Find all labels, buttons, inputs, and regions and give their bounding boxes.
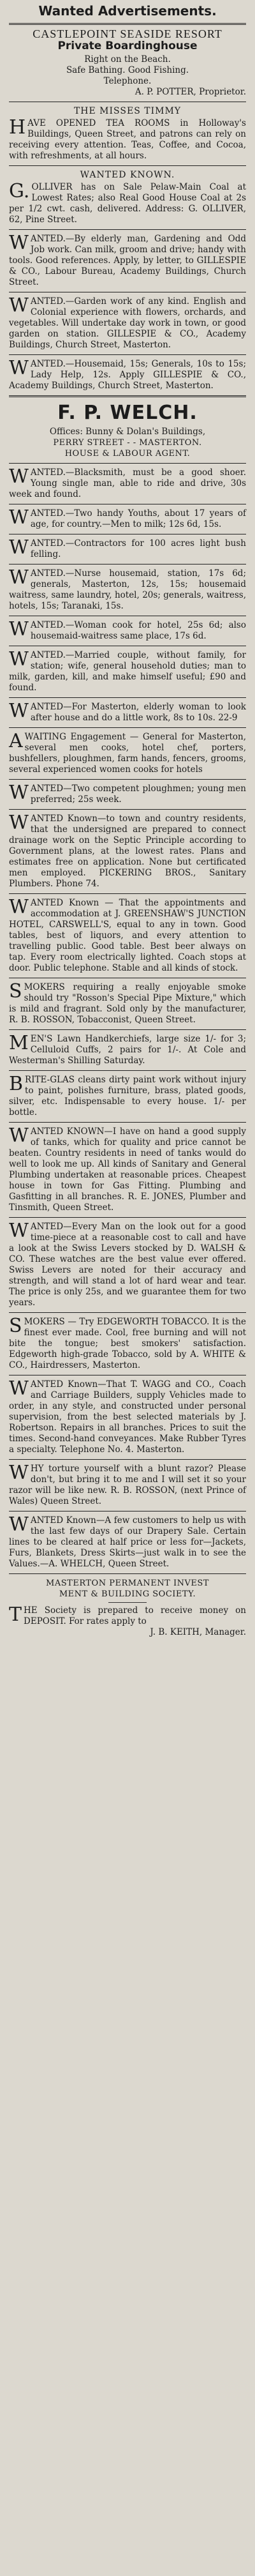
ad-youths — [9, 508, 246, 530]
drop-cap: H — [9, 116, 26, 139]
ad-body: ANTED Known — That the appointments and accommodation at J. GREENSHAW'S JUNCTION HOTEL, CARSWELL'S, equal to any in town. Good tables, best of liquors, and every attention to travelling public. Good table. Best beer always on tap. Every room electrically lighted. Coach stops at door. Public telephone. Stable and all kinds of stock. — [9, 898, 246, 973]
ad-building-society — [9, 1578, 246, 1638]
divider — [9, 809, 246, 810]
drop-cap: W — [9, 1513, 29, 1536]
drop-cap: W — [9, 700, 29, 722]
drop-cap: W — [9, 618, 29, 640]
drop-cap: W — [9, 294, 29, 317]
ad-gardener — [9, 234, 246, 288]
divider — [9, 779, 246, 780]
drop-cap: W — [9, 1462, 29, 1484]
ad-body: ANTED.—Married couple, without family, for station; wife, general household duties; man to milk, garden, kill, and make himself useful; £90 and found. — [9, 650, 246, 693]
drop-cap: W — [9, 1125, 29, 1147]
drop-cap: W — [9, 1377, 29, 1400]
drop-cap: A — [9, 730, 23, 752]
ad-body: ANTED KNOWN—I have on hand a good supply of tanks, which for quality and price cannot be beaten. Country residents in need of tanks would do well to look me up. All kinds of Sanitary and General Plumbing undertaken at reasonable prices. Cheapest house in town for Gas Fitting. Plumbing and Gasfitting in all branches. R. E. JONES, Plumber and Tinsmith, Queen Street. — [9, 1126, 246, 1213]
divider — [9, 1573, 246, 1574]
ad-body: OLLIVER has on Sale Pelaw-Main Coal at Lowest Rates; also Real Good House Coal at 2s per 1/2 cwt. cash, delivered. Address: G. OLLIVER, 62, Pine Street. — [9, 182, 246, 225]
society-name-line2: MENT & BUILDING SOCIETY. — [59, 1589, 196, 1599]
ad-body: ANTED—Every Man on the look out for a good time-piece at a reasonable cost to call and have a look at the Swiss Levers stocked by D. WALSH & CO. These watches are the best value ever offered. Swiss Levers are noted for their accuracy and strength, and will stand a lot of hard wear and tear. The price is only 25s, and we guarantee them for two years. — [9, 1222, 246, 1308]
ad-subtitle: Private Boardinghouse — [57, 40, 198, 52]
divider — [9, 463, 246, 464]
ad-junction-hotel — [9, 898, 246, 974]
drop-cap: G. — [9, 180, 30, 202]
page-banner: Wanted Advertisements. — [38, 3, 217, 19]
ad-body: AVE OPENED TEA ROOMS in Holloway's Buildings, Queen Street, and patrons can rely on receiving every attention. Teas, Coffee, and Cocoa, with refreshments, at all hours. — [9, 118, 246, 161]
ad-title — [9, 29, 246, 40]
divider — [108, 1602, 147, 1603]
ad-wagg — [9, 1379, 246, 1455]
ad-body: EN'S Lawn Handkerchiefs, large size 1/- for 3; Celluloid Cuffs, 2 pairs for 1/-. At Cole and Westerman's Shilling Saturday. — [9, 1034, 246, 1066]
ad-body: ANTED.—Blacksmith, must be a good shoer. Young single man, able to ride and drive, 30s week and found. — [9, 467, 246, 499]
drop-cap: W — [9, 232, 29, 254]
drop-cap: W — [9, 506, 29, 529]
agent-role: HOUSE & LABOUR AGENT. — [64, 449, 191, 458]
ad-tag: 22-9 — [218, 713, 238, 723]
ad-body: ANTED Known—That T. WAGG and CO., Coach and Carriage Builders, supply Vehicles made to order, in any style, and constructed under personal supervision, from the best selected materials by J. Robertson. Repairs in all branches. Prices to suit the times. Second-hand conveyances. Make Rubber Tyres a specialty. Telephone No. 4. Masterton. — [9, 1379, 246, 1455]
divider — [9, 1070, 246, 1071]
ad-signature: A. P. POTTER, Proprietor. — [135, 87, 246, 97]
divider — [9, 354, 246, 355]
divider — [9, 1312, 246, 1313]
ad-edgeworth — [9, 1317, 246, 1371]
agent-offices: Offices: Bunny & Dolan's Buildings, — [49, 427, 206, 437]
title-initial: C — [33, 27, 41, 40]
drop-cap: W — [9, 536, 29, 559]
ad-body: ANTED.—Woman cook for hotel, 25s 6d; also housemaid-waitress same place, 17s 6d. — [30, 620, 246, 641]
divider — [9, 1122, 246, 1123]
ad-housemaid — [9, 359, 246, 391]
ad-body: MOKERS — Try EDGEWORTH TOBACCO. It is the finest ever made. Cool, free burning and will not bite the tongue; best smokers' satisfaction. Edgeworth high-grade Tobacco, sold by A. WHITE & CO., Hairdressers, Masterton. — [9, 1317, 246, 1370]
ad-body: ANTED Known—to town and country residents, that the undersigned are prepared to connect drainage work on the Septic Principle according to Government plans, at the lowest rates. Plans and estimates free on application. None but certificated men employed. PICKERING BROS., Sanitary Plumbers. Phone 74. — [9, 814, 246, 889]
divider — [9, 165, 246, 166]
society-name-line1: MASTERTON PERMANENT INVEST — [46, 1579, 209, 1588]
drop-cap: W — [9, 1220, 29, 1242]
ad-blacksmith — [9, 467, 246, 500]
divider — [9, 697, 246, 698]
ad-body: ANTED.—Housemaid, 15s; Generals, 10s to 15s; Lady Help, 12s. Apply GILLESPIE & CO., Academy Buildings, Church Street, Masterton. — [9, 359, 246, 391]
ad-body: ANTED.—Two handy Youths, about 17 years of age, for country.—Men to milk; 12s 6d, 15s. — [30, 508, 246, 529]
ad-woman-cook — [9, 620, 246, 642]
ad-elderly-woman — [9, 702, 246, 724]
ad-body: ANTED.—Garden work of any kind. English and Colonial experience with flowers, orchards, and vegetables. Will undertake day work in town, or good garden on station. GILLESPIE & CO., Academy Buildings, Church Street, Masterton. — [9, 296, 246, 350]
drop-cap: W — [9, 812, 29, 834]
drop-cap: W — [9, 357, 29, 379]
ad-body: ANTED Known—A few customers to help us with the last few days of our Drapery Sale. Certain lines to be cleared at half price or less for—Jackets, Furs, Blankets, Dress Skirts—just walk in to see the Values.—A. WHELCH, Queen Street. — [9, 1515, 246, 1569]
drop-cap: M — [9, 1032, 29, 1054]
ad-smokers — [9, 982, 246, 1026]
ad-married-couple — [9, 650, 246, 693]
drop-cap: B — [9, 1073, 24, 1095]
ad-body: ANTED.—Contractors for 100 acres light bush felling. — [30, 538, 246, 559]
drop-cap: W — [9, 466, 29, 488]
ad-handkerchiefs — [9, 1034, 246, 1066]
drop-cap: W — [9, 782, 29, 804]
ad-brite-glas — [9, 1075, 246, 1118]
drop-cap: W — [9, 648, 29, 671]
ad-body: ANTED.—By elderly man, Gardening and Odd Job work. Can milk, groom and drive; handy with tools. Good references. Apply, by letter, to GILLESPIE & CO., Labour Bureau, Academy Buildings, Church Street. — [9, 234, 246, 287]
ad-body: HE Society is prepared to receive money on DEPOSIT. For rates apply to — [24, 1605, 246, 1626]
ad-nurse — [9, 568, 246, 612]
ad-body: WAITING Engagement — General for Masterton, several men cooks, hotel chef, porters, bushfellers, ploughmen, farm hands, fencers, grooms, several experienced women cooks for hotels — [9, 732, 246, 775]
ad-castlepoint — [9, 29, 246, 98]
divider — [9, 1511, 246, 1512]
drop-cap: S — [9, 980, 22, 1003]
ad-body: ANTED.—Nurse housemaid, station, 17s 6d; generals, Masterton, 12s, 15s; housemaid waitress, same laundry, hotel, 20s; generals, waitress, hotels, 15s; Taranaki, 15s. — [9, 568, 246, 611]
ad-heading: THE MISSES TIMMY — [73, 106, 182, 116]
title-rest: ASTLEPOINT SEASIDE RESORT — [41, 27, 222, 40]
divider — [9, 23, 246, 25]
divider — [9, 1459, 246, 1460]
ad-walsh-watches — [9, 1222, 246, 1308]
ad-pickering — [9, 814, 246, 890]
agent-name: F. P. WELCH. — [57, 402, 198, 424]
advertisements-page — [9, 0, 246, 1638]
ad-olliver — [9, 170, 246, 225]
ad-heading: WANTED KNOWN. — [80, 170, 175, 180]
drop-cap: W — [9, 896, 29, 918]
drop-cap: T — [9, 1603, 22, 1626]
ad-line: Right on the Beach. — [84, 54, 171, 64]
ad-body: ANTED—For Masterton, elderly woman to look after house and do a little work, 8s to 10s. — [30, 702, 246, 723]
ad-timmy — [9, 106, 246, 162]
divider — [9, 395, 246, 397]
ad-body: RITE-GLAS cleans dirty paint work without injury to paint, polishes furniture, brass, plated goods, silver, etc. Indispensable to every house. 1/- per bottle. — [9, 1075, 246, 1118]
divider — [9, 229, 246, 230]
divider — [9, 893, 246, 894]
ad-body: ANTED—Two competent ploughmen; young men preferred; 25s week. — [30, 784, 246, 805]
divider — [9, 1029, 246, 1030]
ad-rosson-razor — [9, 1464, 246, 1507]
ad-line: Safe Bathing. Good Fishing. — [66, 65, 189, 75]
ad-whelch-drapery — [9, 1515, 246, 1570]
drop-cap: S — [9, 1315, 22, 1337]
ad-signature: J. B. KEITH, Manager. — [150, 1627, 246, 1637]
ad-awaiting-engagement — [9, 732, 246, 775]
ad-jones-plumber — [9, 1126, 246, 1213]
divider — [9, 727, 246, 728]
ad-contractors — [9, 538, 246, 560]
agent-address: PERRY STREET - - MASTERTON. — [53, 438, 202, 448]
ad-line: Telephone. — [103, 76, 152, 86]
divider — [9, 1217, 246, 1218]
drop-cap: W — [9, 566, 29, 589]
ad-garden-work — [9, 296, 246, 351]
ad-body: MOKERS requiring a really enjoyable smoke should try "Rosson's Special Pipe Mixture," which is mild and fragrant. Sold only by the manufacturer, R. B. ROSSON, Tobacconist, Queen Street. — [9, 982, 246, 1025]
ad-ploughmen — [9, 784, 246, 805]
ad-body: HY torture yourself with a blunt razor? Please don't, but bring it to me and I will set it so your razor will be like new. R. B. ROSSON, (next Prince of Wales) Queen Street. — [9, 1464, 246, 1506]
ad-welch — [9, 401, 246, 459]
